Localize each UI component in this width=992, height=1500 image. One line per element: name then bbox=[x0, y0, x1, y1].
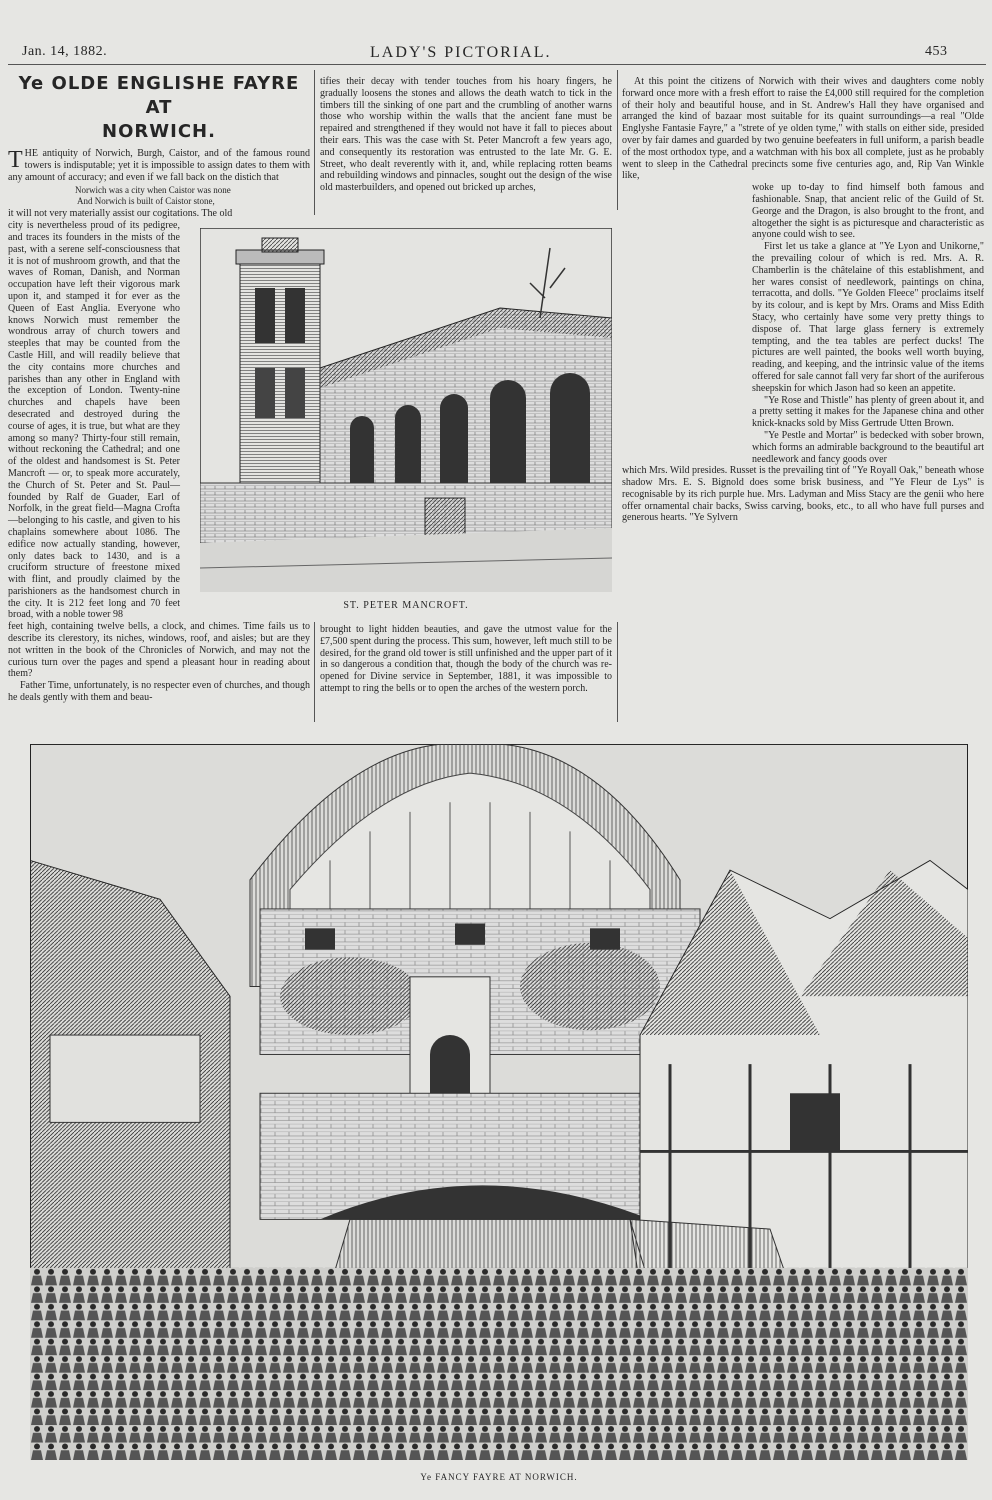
verse-line: Norwich was a city when Caistor was none bbox=[75, 185, 231, 196]
paragraph: At this point the citizens of Norwich with their wives and daughters come nobly forward once more with a fresh effort to raise the £4,000 still required for the completion of their holy and beautiful house, and in St. Andrew's Hall they have organised and arranged the kind of bazaar most suitable for its quaint surroundings—a real "Olde Englyshe Fantasie Fayre," a "strete of ye olden tyme," with stalls on either side, presided over by fair dames and guarded by two genuine beefeaters in full uniform, a parish beadle of the most orthodox type, and a watchman with his box all complete, just as he probably went to sleep in the Cathedral precincts some five centuries ago, and, Rip Van Winkle like, bbox=[622, 76, 984, 182]
verse bbox=[8, 185, 310, 206]
paragraph: feet high, containing twelve bells, a clock, and chimes. Time fails us to describe its clerestory, its niches, windows, roof, and aisles; but are they not written in the book of the Chronicles of Norwich, and may not the curious turn over the pages and spend a pleasant hour in reading about them? bbox=[8, 621, 310, 680]
paragraph: which Mrs. Wild presides. Russet is the prevailing tint of "Ye Royall Oak," beneath whose shadow Mrs. E. S. Bignold does some brisk business, and "Ye Fleur de Lys" is recognisable by its rich purple hue. Mrs. Ladyman and Miss Stacy are the genii who here offer ornamental chair backs, Swiss carving, books, etc., to all who have full purses and generous hearts. "Ye Sylvern bbox=[622, 465, 984, 524]
paragraph: tifies their decay with tender touches from his hoary fingers, he gradually loosens the stones and allows the death watch to tick in the timbers till the sinking of one part and the crumbling of another warns those who worship within the walls that the ancient fane must be repaired and strengthened if they would not have it fall to pieces about their ears. This was the case with St. Peter Mancroft a few years ago, and consequently its restoration was entrusted to the late Mr. G. E. Street, who dealt reverently with it, and, while replacing rotten beams and rebuilding windows and pinnacles, sought out the design of the wise old masterbuilders, and opened out bricked up arches, bbox=[320, 76, 612, 194]
fair-caption: Ye FANCY FAYRE AT NORWICH. bbox=[420, 1472, 578, 1482]
article-title bbox=[8, 72, 310, 144]
paragraph: city is nevertheless proud of its pedigree, and traces its founders in the mists of the past, with a serene self-consciousness that it is not of mushroom growth, and that the waves of Roman, Danish, and Norman occupation have left their vigorous mark upon it, and stamped it for ever as the Queen of East Anglia. Everyone who knows Norwich must remember the wondrous array of church towers and steeples that may be counted from the Castle Hill, and will readily believe that the city contains more churches and parishes than any other in England with the exception of London. Twenty-nine churches and chapels have been desecrated and destroyed during the course of ages, it is true, but what are they among so many? Thirty-four still remain, without reckoning the Cathedral; and one of the oldest and handsomest is St. Peter Mancroft — or, to speak more accurately, the Church of St. Peter and St. Paul—founded by Ralf de Guader, Earl of Norfolk, in the great field—Magna Crofta—belonging to his castle, and given to his chaplains somewhere about 1086. The edifice now actually standing, however, only dates back to 1430, and is a cruciform structure of freestone mixed with flint, and proudly claimed by the parishioners as the handsomest church in the city. It is 212 feet long and 70 feet broad, with a noble tower 98 bbox=[8, 220, 180, 621]
drop-cap: T bbox=[8, 147, 23, 173]
article-text-middle-bottom bbox=[320, 624, 612, 695]
issue-date: Jan. 14, 1882. bbox=[22, 44, 108, 59]
intro-text: HE antiquity of Norwich, Burgh, Caistor, and of the famous round towers is indisputable; yet it is impossible to assign dates to them with any amount of accuracy; and even if we fall back on the distich that bbox=[8, 148, 310, 183]
title-line: NORWICH. bbox=[102, 121, 216, 142]
article-text-right-top bbox=[622, 76, 984, 182]
header-rule bbox=[8, 64, 986, 65]
paragraph: First let us take a glance at "Ye Lyon and Unikorne," the prevailing colour of which is red. Mrs. A. R. Chamberlin is the châtelaine of this establishment, and her wares consist of needlework, paintings on china, terracotta, and dolls. "Ye Golden Fleece" proclaims itself by its colour, and is kept by Mrs. Orams and Miss Edith Stacy, who certainly have some very pretty things to dispose of. That large glass fernery is extremely tempting, and the tea tables are perfect ducks! The pictures are well painted, the books well worth buying, reading, and keeping, and the intrinsic value of the items offered for sale cannot fall very far short of the auriferous sheepskin for which Jason had so keen an appetite. bbox=[752, 241, 984, 394]
title-line: Ye OLDE ENGLISHE FAYRE AT bbox=[18, 73, 300, 118]
church-caption: ST. PETER MANCROFT. bbox=[343, 600, 469, 611]
column-divider bbox=[617, 622, 618, 722]
paragraph: Father Time, unfortunately, is no respecter even of churches, and though he deals gently with them and beau- bbox=[8, 680, 310, 704]
paragraph: woke up to-day to find himself both famous and fashionable. Snap, that ancient relic of the Guild of St. George and the Dragon, is also brought to the front, and altogether the sight is as picturesque and characteristic as anyone could wish to see. bbox=[752, 182, 984, 241]
page-number: 453 bbox=[925, 44, 948, 59]
fancy-fayre-engraving bbox=[30, 744, 968, 1460]
article-text: it will not very materially assist our cogitations. The old bbox=[8, 208, 233, 220]
article-text-narrow-right bbox=[752, 182, 984, 465]
paragraph: "Ye Pestle and Mortar" is bedecked with sober brown, which forms an admirable background to the beautiful art needlework and fancy goods over bbox=[752, 429, 984, 465]
article-text-middle-top bbox=[320, 76, 612, 194]
article-text-narrow-left bbox=[8, 220, 180, 621]
publication-title: LADY'S PICTORIAL. bbox=[370, 44, 552, 61]
column-divider bbox=[314, 622, 315, 722]
article-intro bbox=[8, 148, 310, 183]
article-text-left-bottom bbox=[8, 621, 310, 704]
right-column bbox=[622, 76, 984, 524]
church-engraving bbox=[200, 228, 612, 592]
column-divider bbox=[617, 70, 618, 210]
column-divider bbox=[314, 70, 315, 215]
paragraph: "Ye Rose and Thistle" has plenty of green about it, and a pretty setting it makes for the Japanese china and other knick-knacks sold by Miss Gertrude Utten Brown. bbox=[752, 394, 984, 430]
paragraph: brought to light hidden beauties, and gave the utmost value for the £7,500 spent during the process. This sum, however, left much still to be desired, for the grand old tower is still unfinished and the upper part of it in so dangerous a condition that, though the body of the church was re-opened for Divine service in September, 1881, it was impossible to attempt to ring the bells or to open the arches of the western porch. bbox=[320, 624, 612, 694]
verse-line: And Norwich is built of Caistor stone, bbox=[77, 195, 215, 206]
article-text-right-bottom bbox=[622, 465, 984, 524]
